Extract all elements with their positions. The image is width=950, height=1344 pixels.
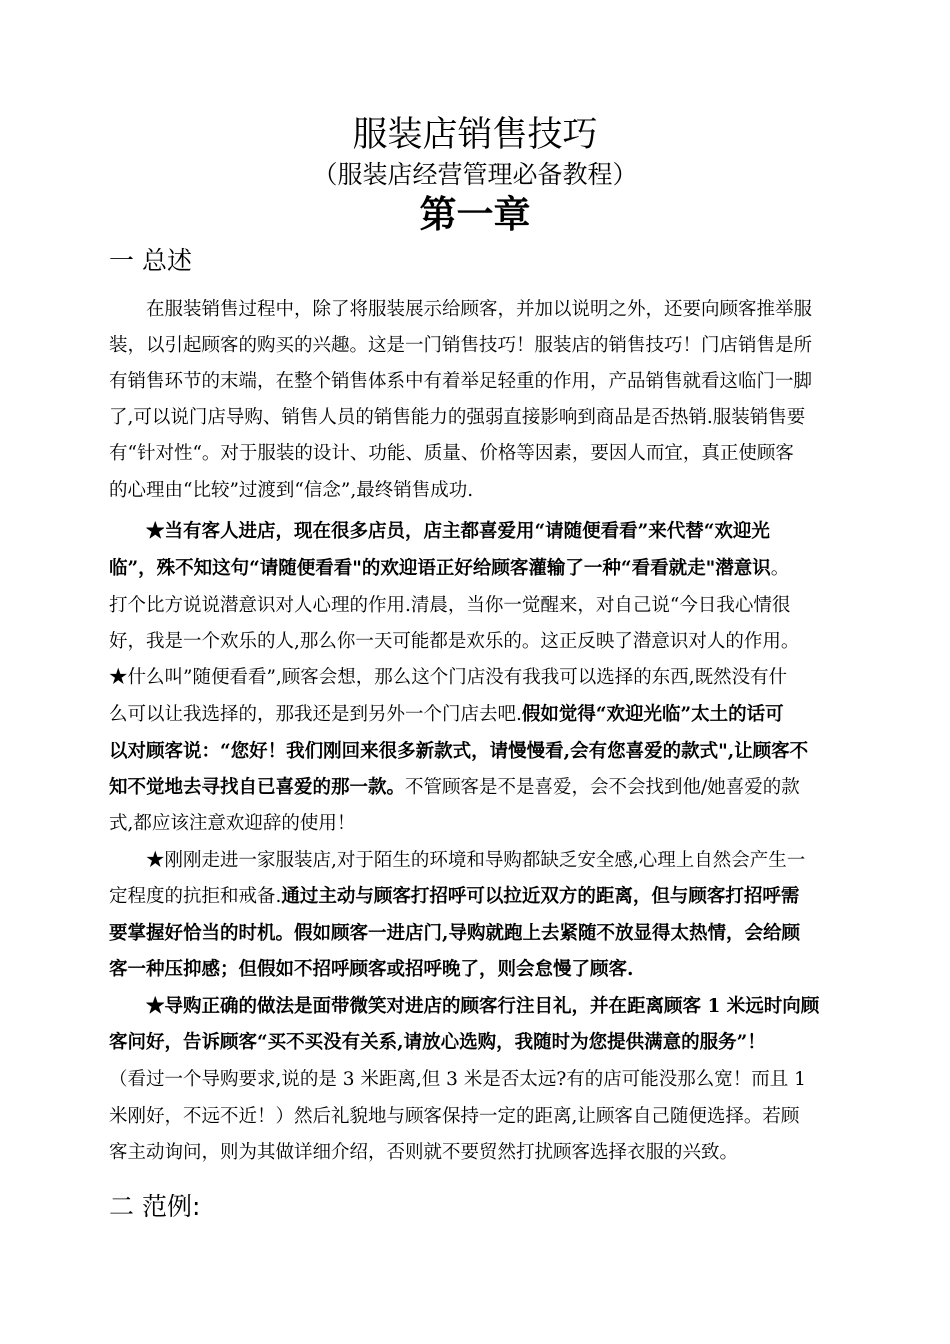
bold-text: 假如觉得“欢迎光临”太土的话可 <box>521 704 784 725</box>
paragraph-line <box>109 916 839 952</box>
bold-text: 临”，殊不知这句“请随便看看"的欢迎语正好给顾客灌输了一种“看看就走"潜意识 <box>109 558 771 579</box>
text-run: 有销售环节的末端，在整个销售体系中有着举足轻重的作用，产品销售就看这临门一脚 <box>109 371 813 392</box>
paragraph-line <box>109 514 876 550</box>
bold-text: 要掌握好恰当的时机。假如顾客一进店门,导购就跑上去紧随不放显得太热情，会给顾 <box>109 923 800 944</box>
bold-text: 客一种压抑感；但假如不招呼顾客或招呼晚了，则会怠慢了顾客. <box>109 959 634 980</box>
text-run: 好，我是一个欢乐的人,那么你一天可能都是欢乐的。这正反映了潜意识对人的作用。 <box>109 631 800 652</box>
paragraph-line <box>109 734 839 770</box>
paragraph-line <box>109 588 839 624</box>
bold-text: ★导购正确的做法是面带微笑对进店的顾客行注目礼，并在距离顾客 1 米远时向顾 <box>146 996 820 1017</box>
text-run: 装，以引起顾客的购买的兴趣。这是一门销售技巧！服装店的销售技巧！门店销售是所 <box>109 335 813 356</box>
text-run: 式,都应该注意欢迎辞的使用！ <box>109 813 356 834</box>
paragraph-line <box>109 879 839 915</box>
paragraph-line <box>109 473 839 509</box>
paragraph-line <box>109 697 839 733</box>
text-run: 在服装销售过程中，除了将服装展示给顾客，并加以说明之外，还要向顾客推举服 <box>146 299 813 320</box>
paragraph-line <box>109 364 839 400</box>
text-run: 有“针对性“。对于服装的设计、功能、质量、价格等因素，要因人而宜，真正使顾客 <box>109 443 794 464</box>
paragraph-line <box>109 292 876 328</box>
paragraph-line <box>109 1025 839 1061</box>
paragraph-line <box>109 1135 839 1171</box>
text-run: 客主动询问，则为其做详细介绍，否则就不要贸然打扰顾客选择衣服的兴致。 <box>109 1142 739 1163</box>
text-run: 。 <box>770 558 790 579</box>
paragraph-line <box>109 1099 839 1135</box>
text-run: 打个比方说说潜意识对人心理的作用.清晨，当你一觉醒来，对自己说“今日我心情很 <box>109 595 791 616</box>
bold-text: ★当有客人进店，现在很多店员，店主都喜爱用“请随便看看”来代替“欢迎光 <box>146 521 770 542</box>
text-run: 定程度的抗拒和戒备. <box>109 886 282 907</box>
paragraph-line <box>109 843 876 879</box>
chapter-heading: 第一章 <box>419 193 531 236</box>
document-subtitle: （服装店经营管理必备教程） <box>312 160 638 189</box>
text-run: 米刚好，不远不近！）然后礼貌地与顾客保持一定的距离,让顾客自己随便选择。若顾 <box>109 1106 800 1127</box>
text-run: ★刚刚走进一家服装店,对于陌生的环境和导购都缺乏安全感,心理上自然会产生一 <box>146 850 806 871</box>
paragraph-line <box>109 1062 839 1098</box>
paragraph-line <box>109 551 839 587</box>
text-run: （看过一个导购要求,说的是 3 米距离,但 3 米是否太远?有的店可能没那么宽！而且 1 <box>109 1069 806 1090</box>
paragraph-line <box>109 952 839 988</box>
section-heading-examples: 二 范例: <box>109 1192 201 1221</box>
document-title: 服装店销售技巧 <box>352 115 598 155</box>
paragraph-line <box>109 989 876 1025</box>
paragraph-line <box>109 770 839 806</box>
bold-text: 知不觉地去寻找自已喜爱的那一款。 <box>109 777 406 798</box>
bold-text: 通过主动与顾客打招呼可以拉近双方的距离，但与顾客打招呼需 <box>281 886 800 907</box>
bold-text: 客问好，告诉顾客“买不买没有关系,请放心选购，我随时为您提供满意的服务”！ <box>109 1032 766 1053</box>
section-heading-overview: 一 总述 <box>109 246 192 275</box>
paragraph-line <box>109 328 839 364</box>
bold-text: 以对顾客说：“您好！我们刚回来很多新款式，请慢慢看,会有您喜爱的款式",让顾客不 <box>109 741 809 762</box>
paragraph-line <box>109 624 839 660</box>
text-run: ★什么叫”随便看看”,顾客会想，那么这个门店没有我我可以选择的东西,既然没有什 <box>109 667 788 688</box>
paragraph-line <box>109 436 839 472</box>
text-run: 么可以让我选择的，那我还是到另外一个门店去吧. <box>109 704 522 725</box>
paragraph-line <box>109 660 839 696</box>
paragraph-line <box>109 400 839 436</box>
text-run: 了,可以说门店导购、销售人员的销售能力的强弱直接影响到商品是否热销.服装销售要 <box>109 407 806 428</box>
paragraph-line <box>109 806 839 842</box>
text-run: 不管顾客是不是喜爱，会不会找到他/她喜爱的款 <box>405 777 800 798</box>
text-run: 的心理由“比较”过渡到“信念”,最终销售成功. <box>109 480 474 501</box>
